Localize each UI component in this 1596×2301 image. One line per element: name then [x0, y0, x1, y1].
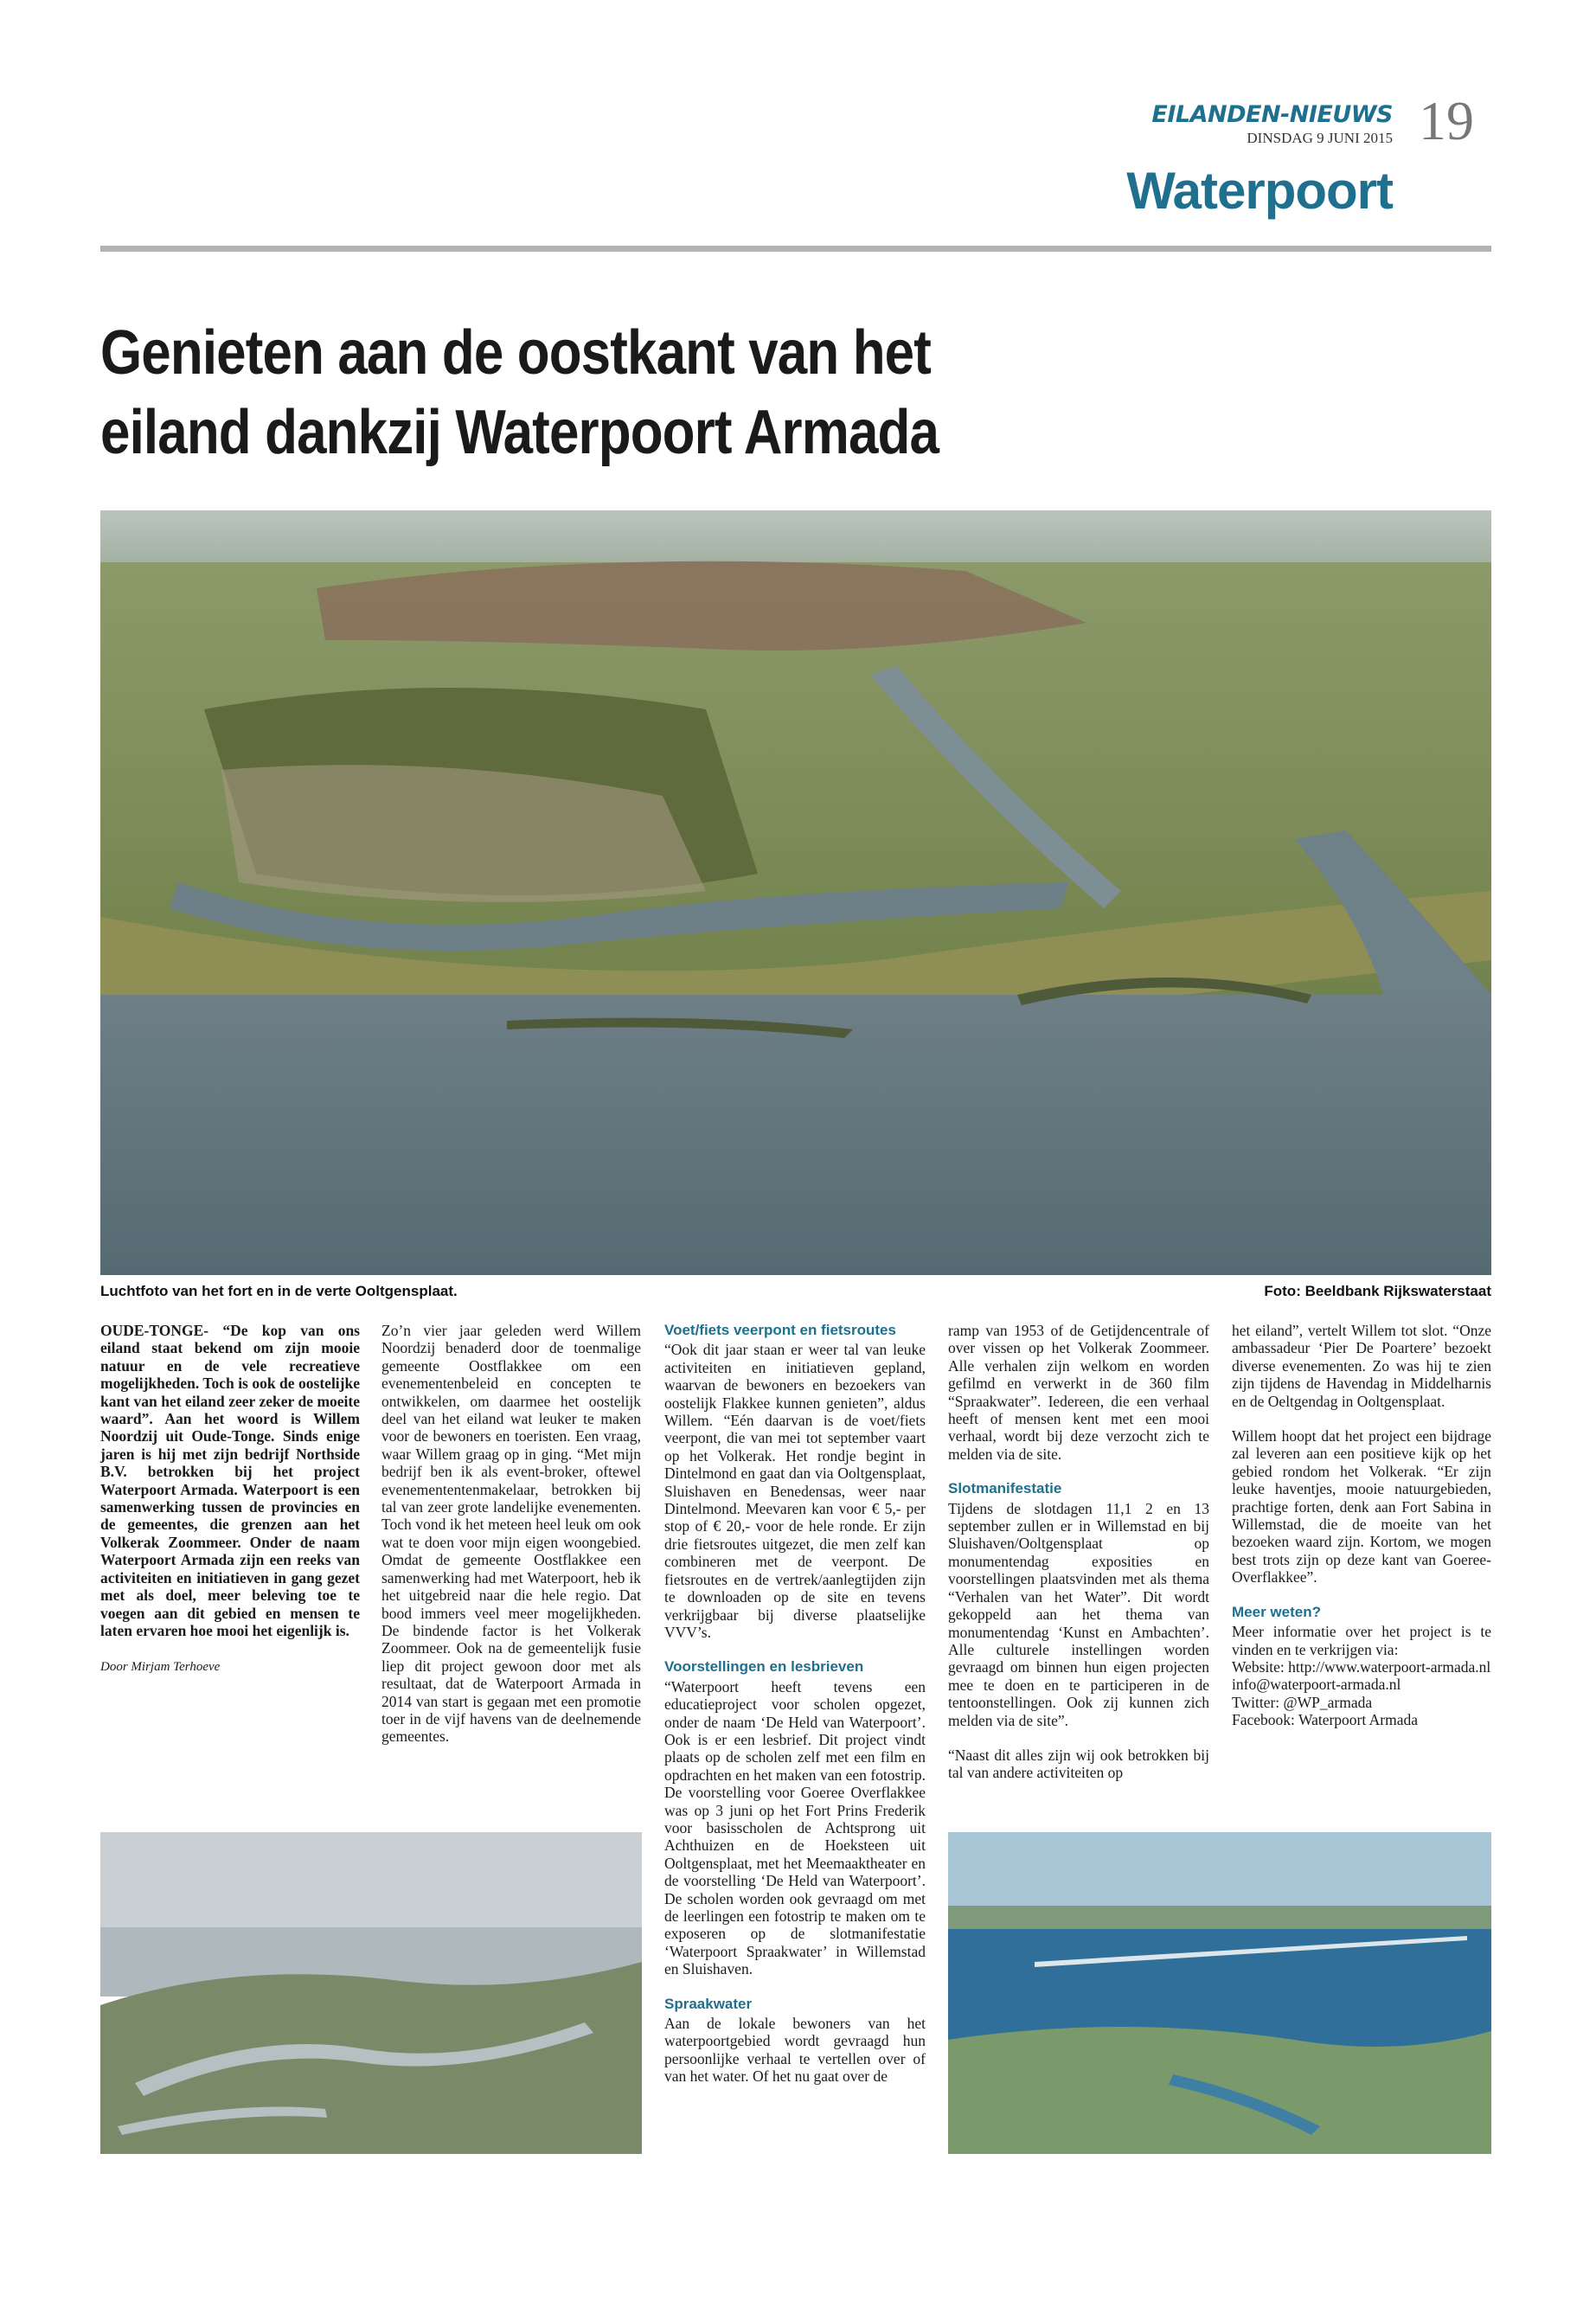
issue-date: DINSDAG 9 JUNI 2015	[1247, 130, 1393, 146]
article-lead: OUDE-TONGE- “De kop van ons eiland staat bekend om zijn mooie natuur en de vele recreatieve mogelijkheden. Toch is ook de oostelijke kant van het eiland zeer zeker de moeite waard”. Aan het woord is Willem Noordzij uit Oude-Tonge. Sinds enige jaren is hij met zijn bedrijf Northside B.V. betrokken bij het project Waterpoort Armada. Waterpoort is een samenwerking tussen de provincies en de gemeentes, die grenzen aan het Volkerak Zoommeer. Onder de naam Waterpoort Armada zijn een reeks van activiteiten en initiatieven in gang gezet met als doel, meer beleving toe te voegen aan dit gebied en mensen te laten ervaren hoe mooi het eigenlijk is.	[100, 1322, 360, 1639]
subhead-voorstellingen: Voorstellingen en lesbrieven	[664, 1658, 864, 1676]
article-paragraph: Zo’n vier jaar geleden werd Willem Noordzij benaderd door de toenmalige gemeente Oostflakkee om een evenementenbeleid en concepten te ontwikkelen, om daarmee het oostelijk deel van het eiland wat leuker te maken voor de bewoners en toeristen. Een vraag, waar Willem graag op in ging. “Met mijn bedrijf ben ik als event-broker, oftewel evenemententenmakelaar, betrokken bij tal van zeer grote landelijke evenementen. Toch vond ik het meteen heel leuk om ook wat te doen voor mijn eigen woongebied. Omdat de gemeente Oostflakkee een samenwerking had met Waterpoort, heb ik het uitgebreid naar die hele regio. Dat bood immers veel meer mogelijkheden. De bindende factor is het Volkerak Zoommeer. Ook na de gemeentelijk fusie liep dit project gewoon door met als resultaat, dat de Waterpoort Armada in 2014 van start is gegaan met een promotie toer in de vijf havens van de deelnemende gemeentes.	[381, 1322, 641, 1746]
paper-name: EILANDEN-NIEUWS	[1151, 101, 1393, 128]
headline-line-2: eiland dankzij Waterpoort Armada	[100, 398, 939, 467]
lake-bridge-photo	[948, 1832, 1491, 2154]
photo-sky	[948, 1832, 1491, 1910]
article-paragraph: “Naast dit alles zijn wij ook betrokken bij tal van andere activiteiten op	[948, 1746, 1209, 1782]
section-title: Waterpoort	[1126, 162, 1393, 220]
article-column-3	[664, 1322, 926, 2086]
article-paragraph: Tijdens de slotdagen 11,1 2 en 13 september zullen er in Willemstad en bij Sluishaven/Ooltgensplaat op monumentendag exposities en voorstellingen plaatsvinden met als thema “Verhalen van het Water”. Dit wordt gekoppeld aan het thema van monumentendag ‘Kunst en Ambachten’. Alle culturele instellingen worden gevraagd om binnen hun eigen projecten mee te doen en te participeren in de tentoonstellingen. Ook zij kunnen zich melden via de site”.	[948, 1499, 1209, 1729]
facebook-page[interactable]: Facebook: Waterpoort Armada	[1232, 1711, 1419, 1729]
subhead-slotmanifestatie: Slotmanifestatie	[948, 1480, 1062, 1497]
headline	[100, 313, 1216, 472]
article-paragraph: “Ook dit jaar staan er weer tal van leuke activiteiten en initiatieven gepland, waarvan de bewoners en bezoekers van oostelijk Flakkee kunnen genieten”, aldus Willem. “Eén daarvan is de voet/fiets veerpont, die van mei tot september vaart op het Volkerak. Het rondje begint in Dintelmond en gaat dan via Ooltgensplaat, Sluishaven en Benedensas, weer naar Dintelmond. Meevaren kan voor € 5,- per stop of € 20,- voor de hele ronde. Er zijn drie fietsroutes uitgezet, die men zelf kan combineren met de veerpont. De fietsroutes en de vertrek/aanlegtijden zijn te downloaden op de site en tevens verkrijgbaar bij diverse plaatselijke VVV’s.	[664, 1341, 926, 1641]
photo-far-land	[948, 1906, 1491, 1932]
email-link[interactable]: info@waterpoort-armada.nl	[1232, 1676, 1401, 1694]
article-column-5	[1232, 1322, 1491, 1729]
article-paragraph: Willem hoopt dat het project een bijdrage zal leveren aan een positieve kijk op het gebied rondom het Volkerak. “Er zijn leuke haventjes, mooie natuurgebieden, prachtige forten, denk aan Fort Sabina in Willemstad, die de moeite van het bezoeken waard zijn. Kortom, we mogen best trots zijn op deze kant van Goeree-Overflakkee”.	[1232, 1427, 1491, 1586]
main-aerial-photo	[100, 510, 1491, 1275]
section-rule	[100, 246, 1491, 252]
article-paragraph: Aan de lokale bewoners van het waterpoortgebied wordt gevraagd hun persoonlijke verhaal te vertellen over of van het water. Of het nu gaat over de	[664, 2015, 926, 2086]
wetland-aerial-photo	[100, 1832, 642, 2154]
article-paragraph: ramp van 1953 of de Getijdencentrale of over vissen op het Volkerak Zoommeer. Alle verhalen zijn welkom en worden gefilmd en verwerkt in de 360 film “Spraakwater”. Iedereen, die een verhaal heeft of mensen kent met een mooi verhaal, wordt bij deze verzocht zich te melden via de site.	[948, 1322, 1209, 1463]
page-number: 19	[1419, 90, 1474, 151]
photo-credit: Foto: Beeldbank Rijkswaterstaat	[1264, 1283, 1491, 1299]
more-info-text: Meer informatie over het project is te vinden en te verkrijgen via:	[1232, 1623, 1491, 1658]
article-paragraph: “Waterpoort heeft tevens een educatieproject voor scholen opgezet, onder de naam ‘De Held van Waterpoort’. Ook is er een lesbrief. Dit project vindt plaats op de scholen zelf met een film en opdrachten en het maken van een fotostrip. De voorstelling voor Goeree Overflakkee was op 3 juni op het Fort Prins Frederik voor basisscholen de Achtsprong uit Achthuizen en de Hoeksteen uit Ooltgensplaat, met het Meemaaktheater en de voorstelling ‘De Held van Waterpoort’. De scholen worden ook gevraagd om met de leerlingen een fotostrip te maken om te exposeren op de slotmanifestatie ‘Waterpoort Spraakwater’ in Willemstad en Sluishaven.	[664, 1677, 926, 1978]
article-column-4	[948, 1322, 1209, 1782]
photo-town	[317, 561, 1086, 651]
subhead-meer-weten: Meer weten?	[1232, 1603, 1321, 1620]
article-column-1	[100, 1322, 360, 1676]
photo-lake	[100, 995, 1491, 1275]
website-link[interactable]: Website: http://www.waterpoort-armada.nl	[1232, 1657, 1491, 1676]
subhead-spraakwater: Spraakwater	[664, 1995, 753, 2012]
headline-line-1: Genieten aan de oostkant van het	[100, 318, 932, 388]
masthead	[1107, 102, 1393, 147]
article-column-2	[381, 1322, 641, 1746]
photo-caption: Luchtfoto van het fort en in de verte Ooltgensplaat.	[100, 1283, 458, 1299]
article-paragraph: het eiland”, vertelt Willem tot slot. “Onze ambassadeur ‘Pier De Poartere’ bezoekt diverse evenementen. Zo was hij te zien zijn tijdens de Havendag in Middelharnis en de Oeltgendag in Ooltgensplaat.	[1232, 1322, 1491, 1410]
byline: Door Mirjam Terhoeve	[100, 1660, 221, 1675]
photo-sky	[100, 1832, 642, 1936]
subhead-veerpont: Voet/fiets veerpont en fietsroutes	[664, 1322, 896, 1338]
twitter-handle[interactable]: Twitter: @WP_armada	[1232, 1693, 1373, 1711]
